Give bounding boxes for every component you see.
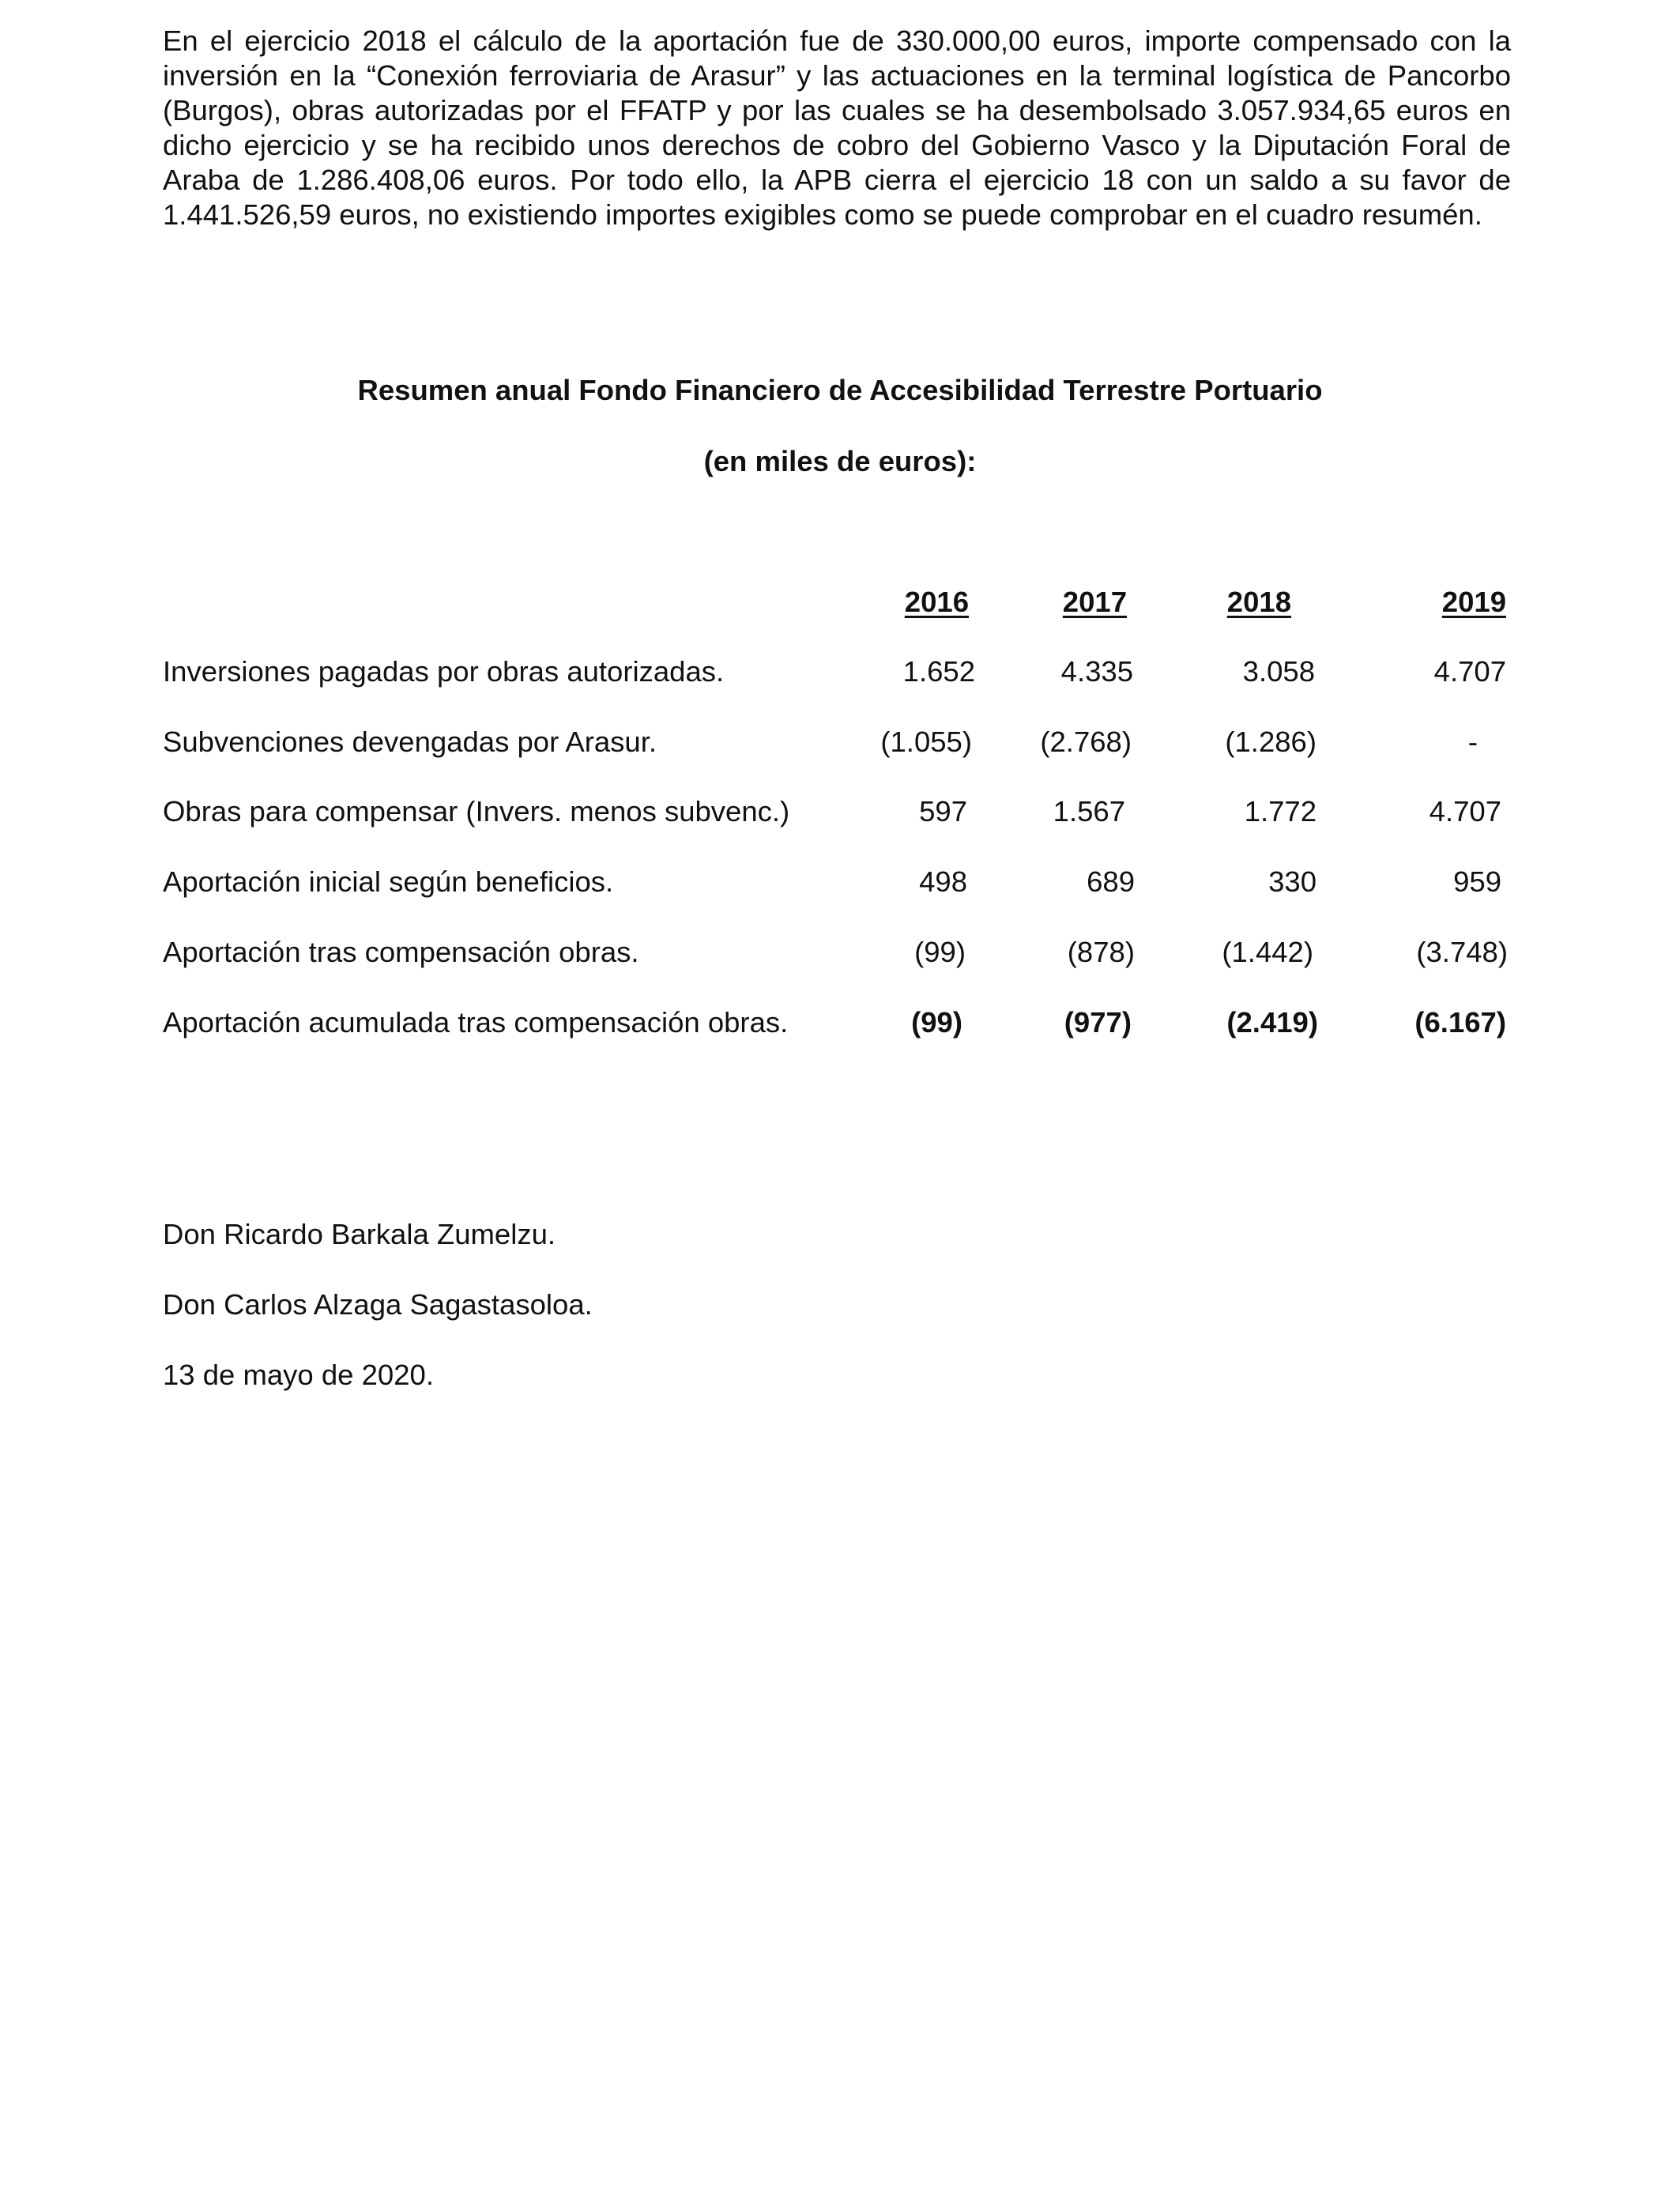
row-label-obras-compensar: Obras para compensar (Invers. menos subvenc.) xyxy=(163,795,790,827)
table-cell: 4.707 xyxy=(1433,655,1506,688)
table-cell: (878) xyxy=(1067,936,1135,968)
table-cell: (2.419) xyxy=(1226,1006,1318,1039)
header-2016: 2016 xyxy=(904,586,969,618)
table-cell: (1.055) xyxy=(880,726,972,758)
table-subtitle: (en miles de euros): xyxy=(703,445,977,477)
table-cell: 689 xyxy=(1087,865,1135,898)
table-cell: (99) xyxy=(914,936,966,968)
row-label-subvenciones: Subvenciones devengadas por Arasur. xyxy=(163,726,657,758)
table-title: Resumen anual Fondo Financiero de Accesibilidad Terrestre Portuario xyxy=(357,374,1323,406)
table-cell: 1.567 xyxy=(1053,795,1125,827)
table-cell: (99) xyxy=(911,1006,962,1039)
table-cell: 3.058 xyxy=(1242,655,1315,688)
table-cell: 1.652 xyxy=(902,655,975,688)
table-cell: (977) xyxy=(1064,1006,1132,1039)
table-cell: - xyxy=(1467,726,1478,758)
row-label-inversiones: Inversiones pagadas por obras autorizadas. xyxy=(163,655,725,688)
table-cell: 4.335 xyxy=(1060,655,1133,688)
table-cell: 597 xyxy=(919,795,967,827)
document-date: 13 de mayo de 2020. xyxy=(163,1359,434,1391)
table-cell: (3.748) xyxy=(1416,936,1508,968)
row-label-aportacion-inicial: Aportación inicial según beneficios. xyxy=(163,865,614,898)
header-2017: 2017 xyxy=(1062,586,1127,618)
table-cell: 498 xyxy=(919,865,967,898)
table-cell: 1.772 xyxy=(1244,795,1317,827)
table-cell: 330 xyxy=(1268,865,1317,898)
row-label-aportacion-tras: Aportación tras compensación obras. xyxy=(163,936,639,968)
header-2018: 2018 xyxy=(1226,586,1291,618)
header-2019: 2019 xyxy=(1441,586,1506,618)
row-label-aportacion-acumulada: Aportación acumulada tras compensación obras. xyxy=(163,1006,789,1039)
table-cell: 4.707 xyxy=(1429,795,1501,827)
signatory-1: Don Ricardo Barkala Zumelzu. xyxy=(163,1218,556,1250)
table-cell: 959 xyxy=(1453,865,1501,898)
table-cell: (2.768) xyxy=(1040,726,1132,758)
signatory-2: Don Carlos Alzaga Sagastasoloa. xyxy=(163,1288,593,1321)
table-cell: (1.286) xyxy=(1225,726,1317,758)
table-cell: (1.442) xyxy=(1222,936,1313,968)
table-cell: (6.167) xyxy=(1414,1006,1506,1039)
intro-paragraph: En el ejercicio 2018 el cálculo de la aportación fue de 330.000,00 euros, importe compensado con la inversión en la “Conexión ferroviaria de Arasur” y las actuaciones en la terminal logística de Pancorbo (Burgos), obras autorizadas por el FFATP y por las cuales se ha desembolsado 3.057.934,65 euros en dicho ejercicio y se ha recibido unos derechos de cobro del Gobierno Vasco y la Diputación Foral de Araba de 1.286.408,06 euros. Por todo ello, la APB cierra el ejercicio 18 con un saldo a su favor de 1.441.526,59 euros, no existiendo importes exigibles como se puede comprobar en el cuadro resumén. xyxy=(163,25,1511,231)
